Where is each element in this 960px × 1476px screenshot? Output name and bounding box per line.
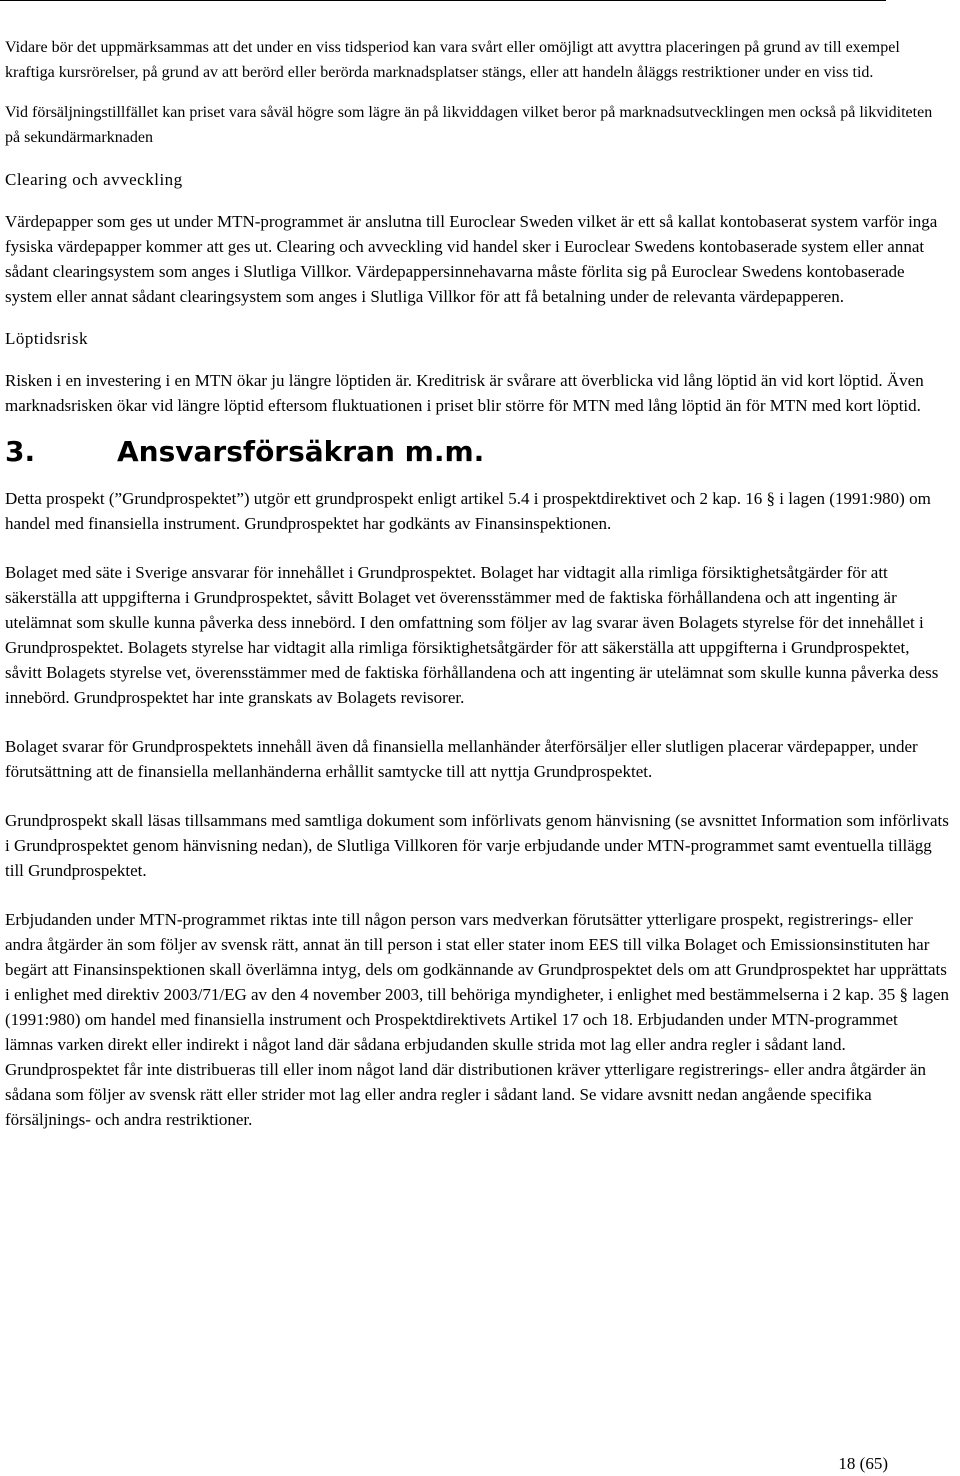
paragraph-bolaget-ansvar: Bolaget med säte i Sverige ansvarar för innehållet i Grundprospektet. Bolaget har vidtagit alla rimliga försiktighetsåtgärder för att säkerställa att uppgifterna i Grundprospektet, såvitt Bolaget vet överensstämmer med de faktiska förhållandena och att ingenting är utelämnat som skulle kunna påverka dess innebörd. I den omfattning som följer av lag svarar även Bolagets styrelse för det innehållet i Grundprospektet. Bolagets styrelse har vidtagit alla rimliga försiktighetsåtgärder för att säkerställa att uppgifterna i Grundprospektet, såvitt Bolagets styrelse vet, överensstämmer med de faktiska förhållandena och att ingenting är utelämnat som skulle kunna påverka dess innebörd. Grundprospektet har inte granskats av Bolagets revisorer. xyxy=(5,563,939,707)
paragraph-prospekt-intro: Detta prospekt (”Grundprospektet”) utgör ett grundprospekt enligt artikel 5.4 i prospektdirektivet och 2 kap. 16 § i lagen (1991:980) om handel med finansiella instrument. Grundprospektet har godkänts av Finansinspektionen. xyxy=(5,489,931,533)
paragraph-forsaljning-pris: Vid försäljningstillfället kan priset vara såväl högre som lägre än på likviddagen vilket beror på marknadsutvecklingen men också på likviditeten på sekundärmarknaden xyxy=(5,104,933,146)
document-page xyxy=(5,35,950,1132)
paragraph-grundprospekt-lasning: Grundprospekt skall läsas tillsammans med samtliga dokument som införlivats genom hänvisning (se avsnittet Information som införlivats i Grundprospektet genom hänvisning nedan), de Slutliga Villkoren för varje erbjudande under MTN-programmet samt eventuella tillägg till Grundprospektet. xyxy=(5,811,949,880)
paragraph-avyttring-risk: Vidare bör det uppmärksammas att det under en viss tidsperiod kan vara svårt eller omöjligt att avyttra placeringen på grund av till exempel kraftiga kursrörelser, på grund av att berörd eller berörda marknadsplatser stängs, eller att handeln åläggs restriktioner under en viss tid. xyxy=(5,39,900,81)
paragraph-erbjudanden: Erbjudanden under MTN-programmet riktas inte till någon person vars medverkan förutsätter ytterligare prospekt, registrerings- eller andra åtgärder än som följer av svensk rätt, annat än till person i stat eller stater inom EES till vilka Bolaget och Emissionsinstituten har begärt att Finansinspektionen skall överlämna intyg, dels om godkännande av Grundprospektet dels om att Grundprospektet har upprättats i enlighet med direktiv 2003/71/EG av den 4 november 2003, till behöriga myndigheter, i enlighet med bestämmelserna i 2 kap. 35 § lagen (1991:980) om handel med finansiella instrument och Prospektdirektivets Artikel 17 och 18. Erbjudanden under MTN-programmet lämnas varken direkt eller indirekt i något land där sådana erbjudanden skulle strida mot lag eller andra regler i sådant land. Grundprospektet får inte distribueras till eller inom något land där distributionen kräver ytterligare registrerings- eller andra åtgärder än sådana som följer av svensk rätt eller strider mot lag eller andra regler i sådant land. Se vidare avsnitt nedan angående specifika försäljnings- och andra restriktioner. xyxy=(5,910,950,1129)
paragraph-finansiella-mellanhander: Bolaget svarar för Grundprospektets innehåll även då finansiella mellanhänder återförsäljer eller slutligen placerar värdepapper, under förutsättning att de finansiella mellanhänderna erhållit samtycke till att nyttja Grundprospektet. xyxy=(5,737,918,781)
header-rule xyxy=(0,0,886,1)
section-heading xyxy=(5,435,950,469)
paragraph-loptidsrisk: Risken i en investering i en MTN ökar ju längre löptiden är. Kreditrisk är svårare att överblicka vid lång löptid än vid kort löptid. Även marknadsrisken ökar vid längre löptid eftersom fluktuationen i priset blir större för MTN med lång löptid än för MTN med kort löptid. xyxy=(5,371,924,415)
section-number: 3. xyxy=(5,435,36,468)
paragraph-clearing: Värdepapper som ges ut under MTN-programmet är anslutna till Euroclear Sweden vilket är ett så kallat kontobaserat system varför inga fysiska värdepapper kommer att ges ut. Clearing och avveckling vid handel sker i Euroclear Swedens kontobaserade system eller annat sådant clearingsystem som anges i Slutliga Villkor. Värdepappersinnehavarna måste förlita sig på Euroclear Swedens kontobaserade system eller annat sådant clearingsystem som anges i Slutliga Villkor för att få betalning under de relevanta värdepapperen. xyxy=(5,212,938,306)
section-title: Ansvarsförsäkran m.m. xyxy=(117,435,485,468)
page-number: 18 (65) xyxy=(838,1454,888,1473)
heading-loptidsrisk: Löptidsrisk xyxy=(5,329,88,348)
heading-clearing: Clearing och avveckling xyxy=(5,170,183,189)
